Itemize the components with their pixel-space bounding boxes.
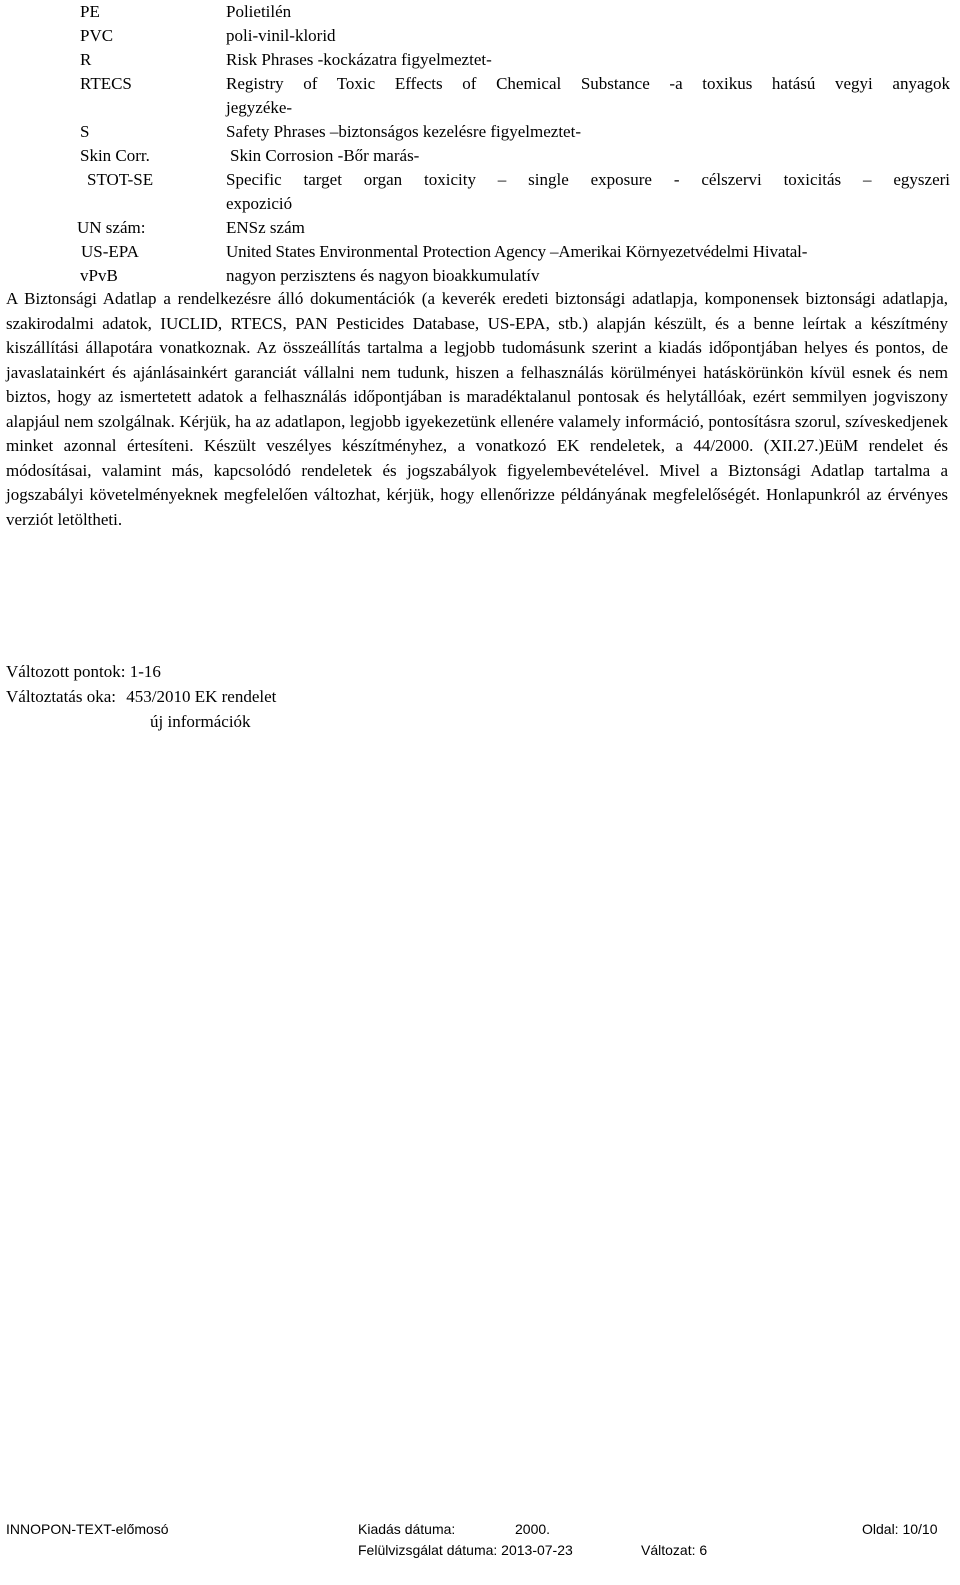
abbr-key: vPvB [80, 266, 118, 285]
footer-issue-value: 2000. [515, 1521, 551, 1537]
footer-page-number: Oldal: 10/10 [862, 1521, 938, 1537]
abbr-value: Safety Phrases –biztonságos kezelésre figyelmeztet- [226, 122, 581, 141]
abbr-value: nagyon perzisztens és nagyon bioakkumulatív [226, 266, 540, 285]
abbr-key: US-EPA [81, 242, 139, 261]
change-reason-label: Változtatás oka: [6, 687, 116, 706]
footer-product: INNOPON-TEXT-előmosó [6, 1521, 169, 1537]
abbr-value: Risk Phrases -kockázatra figyelmeztet- [226, 50, 492, 69]
abbr-key: UN szám: [77, 218, 146, 237]
disclaimer-paragraph: A Biztonsági Adatlap a rendelkezésre álló dokumentációk (a keverék eredeti biztonsági adatlapja, komponensek biztonsági adatlapja, szakirodalmi adatok, IUCLID, RTECS, PAN Pesticides Database, US-EPA, stb.) alapján készült, és a benne leírtak a készítmény kiszállítási állapotára vonatkoznak. Az összeállítás tartalma a legjobb tudomásunk szerint a kiadás időpontjában helyes és pontos, de javaslatainkért és ajánlásainkért garanciát vállalni nem tudunk, hiszen a felhasználás körülményei hatáskörünkön kívül esnek és nem biztos, hogy az ismertetett adatok a felhasználás időpontjában is maradéktalanul pontosak és helytállóak, ezért semmilyen jogviszony alapjául nem szolgálnak. Kérjük, ha az adatlapon, legjobb igyekezetünk ellenére valamely információ, pontosításra szorul, szíveskedjenek minket azonnal értesíteni. Készült veszélyes készítményhez, a vonatkozó EK rendeletek, a 44/2000. (XII.27.)EüM rendelet és módosításai, valamint más, kapcsolódó rendeletek és jogszabályok figyelembevételével. Mivel a Biztonsági Adatlap tartalma a jogszabályi követelményeknek megfelelően változhat, kérjük, hogy ellenőrizze példányának megfelelőségét. Honlapunkról az érvényes verziót letöltheti. [6, 289, 948, 529]
footer-issue-label: Kiadás dátuma: [358, 1521, 456, 1537]
abbr-key: R [80, 50, 92, 69]
change-reason-2: új információk [150, 712, 251, 731]
abbr-key: S [80, 122, 90, 141]
abbr-key: PVC [80, 26, 114, 45]
change-log [6, 659, 276, 734]
abbr-value: Skin Corrosion -Bőr marás- [230, 146, 420, 165]
abbr-value: Polietilén [226, 2, 292, 21]
abbr-value-line: expozició [226, 194, 293, 213]
abbr-key: STOT-SE [87, 170, 154, 189]
change-reason [6, 684, 276, 709]
abbr-key: Skin Corr. [80, 146, 150, 165]
abbr-value: ENSz szám [226, 218, 305, 237]
abbr-value: poli-vinil-klorid [226, 26, 336, 45]
footer-review-date: Felülvizsgálat dátuma: 2013-07-23 [358, 1542, 573, 1558]
abbr-value-line: Registry of Toxic Effects of Chemical Substance -a toxikus hatású vegyi anyagok [226, 74, 950, 93]
abbr-value: United States Environmental Protection Agency –Amerikai Környezetvédelmi Hivatal- [226, 242, 808, 261]
abbr-key: RTECS [80, 74, 132, 93]
changed-points: Változott pontok: 1-16 [6, 662, 161, 681]
abbr-value-line: jegyzéke- [226, 98, 293, 117]
abbr-value [226, 72, 950, 120]
abbr-value-line: Specific target organ toxicity – single exposure - célszervi toxicitás – egyszeri [226, 170, 950, 189]
footer-version: Változat: 6 [641, 1542, 708, 1558]
change-reason-1: 453/2010 EK rendelet [126, 687, 277, 706]
abbr-value [226, 168, 950, 216]
abbr-key: PE [80, 2, 100, 21]
